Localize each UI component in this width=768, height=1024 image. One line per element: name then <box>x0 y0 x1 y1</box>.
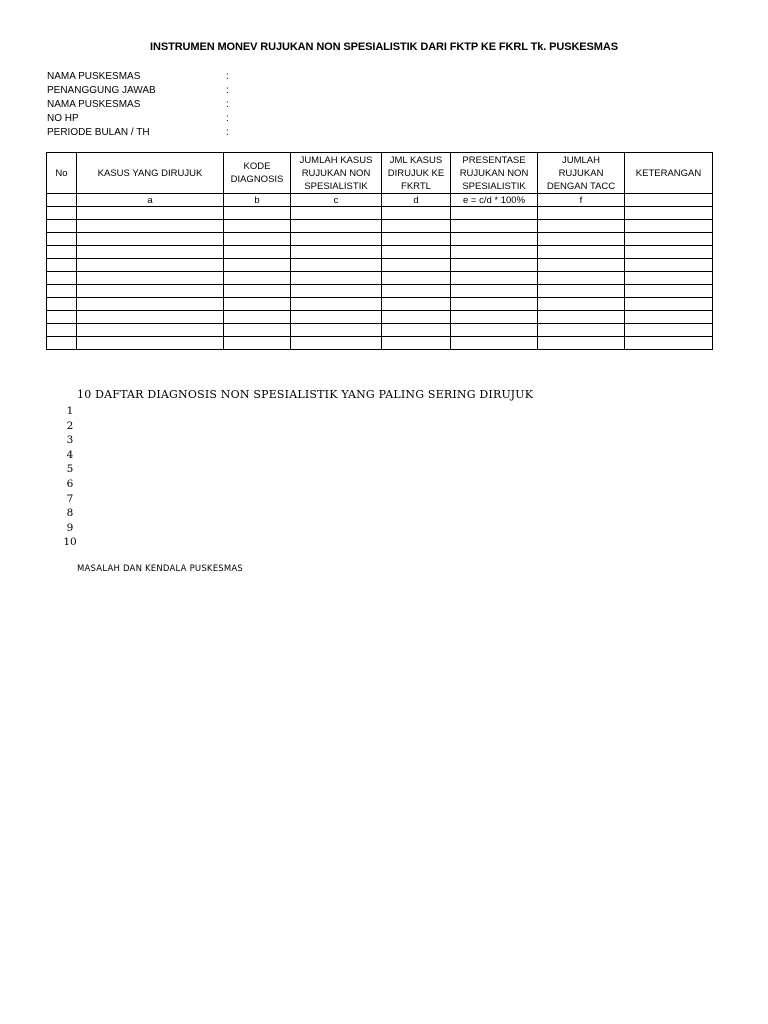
table-cell[interactable] <box>77 259 224 272</box>
table-cell[interactable] <box>47 259 77 272</box>
table-cell[interactable] <box>382 272 451 285</box>
diagnosis-number: 10 <box>63 536 77 549</box>
table-cell[interactable] <box>77 311 224 324</box>
table-cell[interactable] <box>451 324 538 337</box>
info-row-periode <box>47 126 236 140</box>
header-line: RUJUKAN NON <box>301 167 371 179</box>
table-cell[interactable] <box>538 337 625 350</box>
table-cell[interactable] <box>291 207 382 220</box>
table-cell[interactable] <box>224 324 291 337</box>
table-cell[interactable] <box>538 285 625 298</box>
table-cell[interactable] <box>77 220 224 233</box>
diagnosis-number: 3 <box>66 434 74 447</box>
table-cell[interactable] <box>451 259 538 272</box>
table-cell[interactable] <box>625 311 713 324</box>
table-cell[interactable] <box>224 246 291 259</box>
table-cell[interactable] <box>382 259 451 272</box>
table-cell[interactable] <box>77 207 224 220</box>
table-cell[interactable] <box>224 259 291 272</box>
table-cell[interactable] <box>224 220 291 233</box>
table-cell[interactable] <box>291 311 382 324</box>
table-cell[interactable] <box>451 207 538 220</box>
table-cell[interactable] <box>77 272 224 285</box>
table-cell[interactable] <box>382 220 451 233</box>
table-header-cell <box>382 153 451 194</box>
table-cell[interactable] <box>77 285 224 298</box>
table-cell[interactable] <box>382 337 451 350</box>
table-cell[interactable] <box>47 272 77 285</box>
info-row-penanggung-jawab <box>47 84 236 98</box>
info-label: NAMA PUSKESMAS <box>47 99 141 110</box>
table-cell[interactable] <box>625 298 713 311</box>
info-row-nama-puskesmas-2 <box>47 98 236 112</box>
document-title: INSTRUMEN MONEV RUJUKAN NON SPESIALISTIK DARI FKTP KE FKRL Tk. PUSKESMAS <box>150 41 618 53</box>
table-cell[interactable] <box>291 233 382 246</box>
table-cell[interactable] <box>291 272 382 285</box>
column-letter-row <box>47 194 713 207</box>
masalah-label: MASALAH DAN KENDALA PUSKESMAS <box>77 564 244 574</box>
diagnosis-number: 4 <box>66 448 74 461</box>
info-colon: : <box>226 85 229 96</box>
info-colon: : <box>226 127 229 138</box>
header-line: JUMLAH <box>561 154 600 166</box>
table-cell[interactable] <box>538 324 625 337</box>
column-letter-cell: c <box>291 194 382 207</box>
table-cell[interactable] <box>451 233 538 246</box>
table-cell[interactable] <box>451 298 538 311</box>
table-cell[interactable] <box>77 246 224 259</box>
table-cell[interactable] <box>291 285 382 298</box>
info-colon: : <box>226 99 229 110</box>
table-header-cell <box>451 153 538 194</box>
table-cell[interactable] <box>47 337 77 350</box>
header-line: JUMLAH KASUS <box>299 154 373 166</box>
table-cell[interactable] <box>451 220 538 233</box>
header-line: FKRTL <box>401 180 431 192</box>
table-cell[interactable] <box>224 272 291 285</box>
diagnosis-number: 7 <box>66 492 74 505</box>
table-cell[interactable] <box>382 285 451 298</box>
table-cell[interactable] <box>47 207 77 220</box>
table-cell[interactable] <box>224 285 291 298</box>
table-cell[interactable] <box>77 233 224 246</box>
header-line: SPESIALISTIK <box>304 180 368 192</box>
table-cell[interactable] <box>382 298 451 311</box>
table-cell[interactable] <box>47 220 77 233</box>
header-line: KETERANGAN <box>635 167 702 179</box>
table-cell[interactable] <box>538 220 625 233</box>
table-cell[interactable] <box>538 207 625 220</box>
table-cell[interactable] <box>291 220 382 233</box>
table-cell[interactable] <box>625 272 713 285</box>
table-cell[interactable] <box>538 311 625 324</box>
table-cell[interactable] <box>538 259 625 272</box>
diagnosis-number: 8 <box>66 507 74 520</box>
table-cell[interactable] <box>77 298 224 311</box>
table-cell[interactable] <box>77 324 224 337</box>
table-cell[interactable] <box>625 207 713 220</box>
header-line: DIAGNOSIS <box>230 174 284 185</box>
info-label: NAMA PUSKESMAS <box>47 71 141 82</box>
table-cell[interactable] <box>77 337 224 350</box>
column-letter-cell: a <box>77 194 224 207</box>
table-cell[interactable] <box>451 272 538 285</box>
table-cell[interactable] <box>224 233 291 246</box>
table-cell[interactable] <box>224 337 291 350</box>
table-cell[interactable] <box>538 272 625 285</box>
diagnosis-number-list <box>60 404 80 550</box>
column-letter-cell: b <box>224 194 291 207</box>
header-line: No <box>55 167 68 179</box>
header-line: DIRUJUK KE <box>387 167 445 179</box>
table-row <box>47 337 713 350</box>
table-header-cell <box>47 153 77 194</box>
monev-table <box>46 152 713 350</box>
diagnosis-number: 6 <box>66 477 74 490</box>
table-header-row <box>47 153 713 194</box>
table-cell[interactable] <box>291 337 382 350</box>
table-row <box>47 207 713 220</box>
table-cell[interactable] <box>451 337 538 350</box>
column-letter-cell: e = c/d * 100% <box>451 194 538 207</box>
table-cell[interactable] <box>625 220 713 233</box>
table-cell[interactable] <box>538 298 625 311</box>
diagnosis-number: 9 <box>66 521 74 534</box>
table-cell[interactable] <box>382 311 451 324</box>
info-row-nama-puskesmas <box>47 70 236 84</box>
table-cell[interactable] <box>382 246 451 259</box>
info-label: PERIODE BULAN / TH <box>47 127 150 138</box>
diagnosis-number: 5 <box>66 463 74 476</box>
header-line: KODE <box>243 161 271 172</box>
table-cell[interactable] <box>451 311 538 324</box>
table-cell[interactable] <box>224 298 291 311</box>
table-row <box>47 285 713 298</box>
header-line: JML KASUS <box>389 154 443 166</box>
info-fields <box>47 70 236 140</box>
table-cell[interactable] <box>47 246 77 259</box>
info-colon: : <box>226 113 229 124</box>
table-cell[interactable] <box>625 259 713 272</box>
header-line: RUJUKAN NON <box>459 167 529 179</box>
info-row-no-hp <box>47 112 236 126</box>
table-cell[interactable] <box>224 311 291 324</box>
table-cell[interactable] <box>625 246 713 259</box>
table-cell[interactable] <box>451 285 538 298</box>
diagnosis-section-title: 10 DAFTAR DIAGNOSIS NON SPESIALISTIK YANG PALING SERING DIRUJUK <box>77 388 534 401</box>
table-cell[interactable] <box>47 324 77 337</box>
info-label: PENANGGUNG JAWAB <box>47 85 156 96</box>
table-cell[interactable] <box>224 207 291 220</box>
header-line: PRESENTASE <box>462 154 526 166</box>
table-row <box>47 220 713 233</box>
table-row <box>47 259 713 272</box>
table-cell[interactable] <box>382 324 451 337</box>
table-cell[interactable] <box>625 233 713 246</box>
column-letter-cell <box>625 194 713 207</box>
info-label: NO HP <box>47 113 79 124</box>
table-cell[interactable] <box>625 337 713 350</box>
table-cell[interactable] <box>47 298 77 311</box>
header-line: KASUS YANG DIRUJUK <box>97 167 203 179</box>
table-header-cell <box>625 153 713 194</box>
table-header-cell <box>538 153 625 194</box>
table-header-cell <box>77 153 224 194</box>
table-row <box>47 272 713 285</box>
table-header-cell <box>224 153 291 194</box>
column-letter-cell: f <box>538 194 625 207</box>
table-cell[interactable] <box>291 324 382 337</box>
table-row <box>47 233 713 246</box>
table-cell[interactable] <box>538 233 625 246</box>
table-cell[interactable] <box>382 233 451 246</box>
table-cell[interactable] <box>47 233 77 246</box>
diagnosis-number: 1 <box>66 405 74 417</box>
table-cell[interactable] <box>47 285 77 298</box>
table-cell[interactable] <box>625 324 713 337</box>
table-header-cell <box>291 153 382 194</box>
table-cell[interactable] <box>382 207 451 220</box>
column-letter-cell <box>47 194 77 207</box>
table-row <box>47 311 713 324</box>
table-cell[interactable] <box>538 246 625 259</box>
table-row <box>47 246 713 259</box>
table-cell[interactable] <box>291 298 382 311</box>
header-line: SPESIALISTIK <box>462 180 526 192</box>
table-cell[interactable] <box>47 311 77 324</box>
table-cell[interactable] <box>291 246 382 259</box>
column-letter-cell: d <box>382 194 451 207</box>
table-row <box>47 298 713 311</box>
header-line: RUJUKAN <box>558 167 604 179</box>
table-cell[interactable] <box>625 285 713 298</box>
table-cell[interactable] <box>451 246 538 259</box>
diagnosis-number: 2 <box>66 419 74 432</box>
header-line: DENGAN TACC <box>546 180 616 192</box>
table-row <box>47 324 713 337</box>
info-colon: : <box>226 71 229 82</box>
table-cell[interactable] <box>291 259 382 272</box>
